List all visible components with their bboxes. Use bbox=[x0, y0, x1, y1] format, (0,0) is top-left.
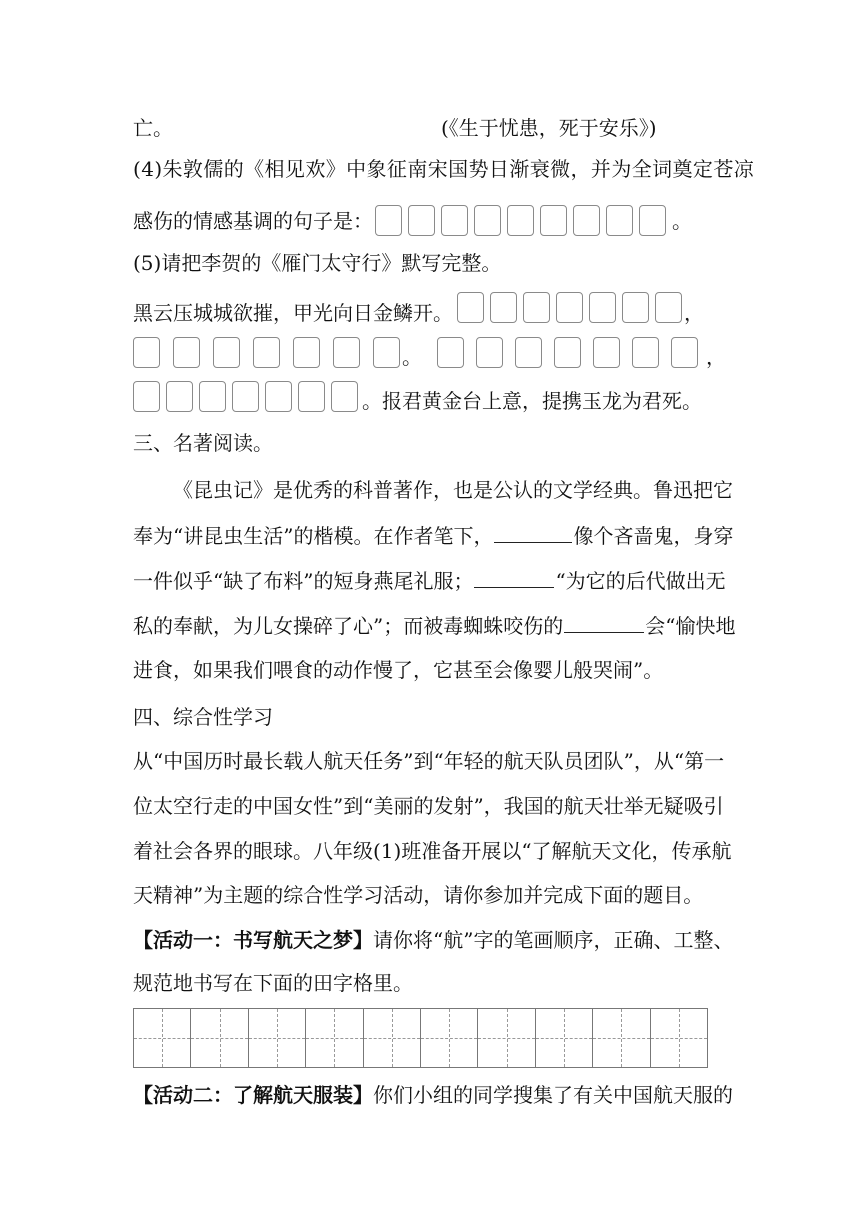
question-4-text: (4)朱敦儒的《相见欢》中象征南宋国势日渐衰微，并为全词奠定苍凉 bbox=[133, 157, 755, 181]
answer-box[interactable] bbox=[331, 381, 358, 412]
answer-box[interactable] bbox=[474, 205, 501, 236]
answer-boxes-q4[interactable] bbox=[375, 205, 672, 236]
grid-cell[interactable] bbox=[536, 1009, 593, 1067]
paragraph-line bbox=[133, 520, 733, 551]
activity-2 bbox=[133, 1080, 733, 1110]
paragraph-text: 奉为“讲昆虫生活”的楷模。在作者笔下， bbox=[133, 524, 494, 548]
activity-1 bbox=[133, 925, 733, 955]
grid-cell[interactable] bbox=[249, 1009, 306, 1067]
answer-box[interactable] bbox=[490, 292, 517, 323]
answer-box[interactable] bbox=[199, 381, 226, 412]
source-citation: (《生于忧患，死于安乐》) bbox=[441, 116, 657, 140]
answer-box[interactable] bbox=[523, 292, 550, 323]
paragraph-line bbox=[133, 610, 735, 641]
grid-cell[interactable] bbox=[478, 1009, 535, 1067]
answer-box[interactable] bbox=[437, 337, 464, 368]
answer-box[interactable] bbox=[671, 337, 698, 368]
activity-1-text: 请你将“航”字的笔画顺序，正确、工整、 bbox=[373, 928, 734, 952]
answer-boxes-q5-line3[interactable] bbox=[133, 381, 364, 412]
grid-cell[interactable] bbox=[134, 1009, 191, 1067]
punctuation: 。 bbox=[402, 345, 422, 369]
answer-box[interactable] bbox=[213, 337, 240, 368]
answer-box[interactable] bbox=[253, 337, 280, 368]
answer-box[interactable] bbox=[133, 337, 160, 368]
answer-box[interactable] bbox=[476, 337, 503, 368]
answer-boxes-q5-line1[interactable] bbox=[457, 292, 688, 323]
fill-blank[interactable] bbox=[494, 520, 572, 543]
answer-box[interactable] bbox=[554, 337, 581, 368]
answer-box[interactable] bbox=[375, 205, 402, 236]
answer-box[interactable] bbox=[639, 205, 666, 236]
answer-box[interactable] bbox=[293, 337, 320, 368]
answer-box[interactable] bbox=[573, 205, 600, 236]
paragraph-text: 像个吝啬鬼，身穿 bbox=[573, 524, 734, 548]
activity-1-label: 【活动一：书写航天之梦】 bbox=[133, 928, 373, 952]
answer-box[interactable] bbox=[133, 381, 160, 412]
answer-boxes-q5-line2b[interactable] bbox=[437, 337, 704, 368]
answer-box[interactable] bbox=[593, 337, 620, 368]
answer-box[interactable] bbox=[622, 292, 649, 323]
answer-boxes-q5-line2a[interactable] bbox=[133, 337, 406, 368]
tianzi-grid[interactable] bbox=[133, 1008, 708, 1068]
answer-box[interactable] bbox=[373, 337, 400, 368]
answer-box[interactable] bbox=[515, 337, 542, 368]
paragraph-line: 规范地书写在下面的田字格里。 bbox=[133, 971, 413, 995]
paragraph-line: 进食，如果我们喂食的动作慢了，它甚至会像婴儿般哭闹”。 bbox=[133, 658, 664, 682]
answer-box[interactable] bbox=[507, 205, 534, 236]
paragraph-text: 一件似乎“缺了布料”的短身燕尾礼服； bbox=[133, 569, 474, 593]
fill-blank[interactable] bbox=[564, 610, 644, 633]
paragraph-line: 着社会各界的眼球。八年级(1)班准备开展以“了解航天文化，传承航 bbox=[133, 839, 732, 863]
paragraph-line: 《昆虫记》是优秀的科普著作，也是公认的文学经典。鲁迅把它 bbox=[173, 478, 733, 502]
poem-line-end: 。报君黄金台上意，提携玉龙为君死。 bbox=[362, 389, 702, 413]
paragraph-line: 天精神”为主题的综合性学习活动，请你参加并完成下面的题目。 bbox=[133, 883, 704, 907]
answer-box[interactable] bbox=[556, 292, 583, 323]
fill-blank[interactable] bbox=[474, 565, 554, 588]
paragraph-text: “为它的后代做出无 bbox=[555, 569, 726, 593]
paragraph-line bbox=[133, 565, 726, 596]
text-line: 亡。 bbox=[133, 116, 173, 140]
grid-cell[interactable] bbox=[651, 1009, 707, 1067]
paragraph-text: 私的奉献，为儿女操碎了心”；而被毒蜘蛛咬伤的 bbox=[133, 614, 564, 638]
poem-line-1: 黑云压城城欲摧，甲光向日金鳞开。 bbox=[133, 301, 453, 325]
section-heading: 四、综合性学习 bbox=[133, 705, 273, 729]
answer-box[interactable] bbox=[606, 205, 633, 236]
punctuation: ， bbox=[706, 345, 726, 369]
answer-box[interactable] bbox=[232, 381, 259, 412]
paragraph-line: 从“中国历时最长载人航天任务”到“年轻的航天队员团队”，从“第一 bbox=[133, 749, 725, 773]
grid-cell[interactable] bbox=[421, 1009, 478, 1067]
answer-box[interactable] bbox=[333, 337, 360, 368]
grid-cell[interactable] bbox=[191, 1009, 248, 1067]
activity-2-text: 你们小组的同学搜集了有关中国航天服的 bbox=[373, 1083, 733, 1107]
paragraph-line: 位太空行走的中国女性”到“美丽的发射”，我国的航天壮举无疑吸引 bbox=[133, 794, 724, 818]
activity-2-label: 【活动二：了解航天服装】 bbox=[133, 1083, 373, 1107]
answer-box[interactable] bbox=[540, 205, 567, 236]
answer-box[interactable] bbox=[298, 381, 325, 412]
grid-cell[interactable] bbox=[593, 1009, 650, 1067]
punctuation: 。 bbox=[672, 209, 692, 233]
answer-box[interactable] bbox=[166, 381, 193, 412]
question-5-title: (5)请把李贺的《雁门太守行》默写完整。 bbox=[133, 251, 502, 275]
grid-cell[interactable] bbox=[364, 1009, 421, 1067]
paragraph-text: 会“愉快地 bbox=[645, 614, 736, 638]
punctuation: ， bbox=[684, 301, 704, 325]
answer-box[interactable] bbox=[441, 205, 468, 236]
section-heading: 三、名著阅读。 bbox=[133, 431, 273, 455]
grid-cell[interactable] bbox=[306, 1009, 363, 1067]
answer-box[interactable] bbox=[457, 292, 484, 323]
answer-box[interactable] bbox=[265, 381, 292, 412]
question-4-prompt: 感伤的情感基调的句子是： bbox=[133, 209, 373, 233]
answer-box[interactable] bbox=[589, 292, 616, 323]
answer-box[interactable] bbox=[408, 205, 435, 236]
answer-box[interactable] bbox=[173, 337, 200, 368]
answer-box[interactable] bbox=[632, 337, 659, 368]
answer-box[interactable] bbox=[655, 292, 682, 323]
